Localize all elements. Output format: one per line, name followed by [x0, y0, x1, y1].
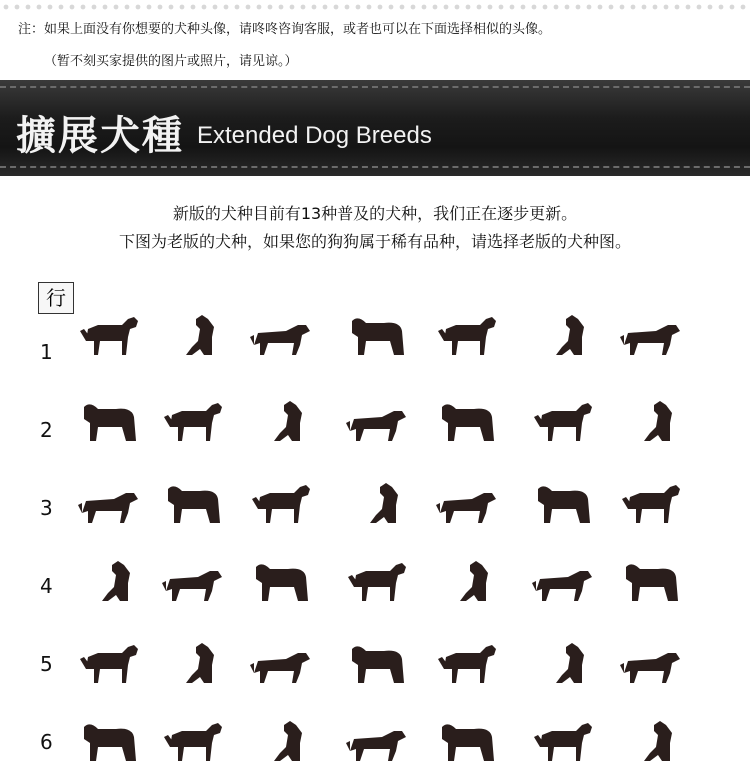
- row-number-2: 2: [40, 418, 53, 442]
- notice-line-1: 注：如果上面没有你想要的犬种头像，请咚咚咨询客服，或者也可以在下面选择相似的头像。: [18, 22, 552, 37]
- dog-silhouette-icon[interactable]: [532, 552, 596, 612]
- banner-title-cn: 擴展犬種: [16, 112, 184, 159]
- dog-silhouette-icon[interactable]: [436, 306, 500, 366]
- dog-silhouette-icon[interactable]: [250, 392, 314, 452]
- dog-silhouette-icon[interactable]: [250, 552, 314, 612]
- dog-silhouette-icon[interactable]: [78, 712, 142, 772]
- dog-silhouette-icon[interactable]: [436, 392, 500, 452]
- dog-silhouette-icon[interactable]: [162, 552, 226, 612]
- dog-silhouette-icon[interactable]: [532, 712, 596, 772]
- dog-silhouette-icon[interactable]: [162, 474, 226, 534]
- dog-silhouette-icon[interactable]: [78, 474, 142, 534]
- dog-silhouette-icon[interactable]: [532, 306, 596, 366]
- row-number-3: 3: [40, 496, 53, 520]
- dog-silhouette-icon[interactable]: [620, 306, 684, 366]
- dog-silhouette-icon[interactable]: [346, 392, 410, 452]
- dog-silhouette-icon[interactable]: [532, 392, 596, 452]
- intro-text: [0, 200, 750, 256]
- intro-line-2: 下图为老版的犬种，如果您的狗狗属于稀有品种，请选择老版的犬种图。: [118, 232, 631, 251]
- dog-silhouette-icon[interactable]: [78, 306, 142, 366]
- dotted-border: [0, 0, 750, 14]
- dog-silhouette-icon[interactable]: [346, 474, 410, 534]
- dog-silhouette-icon[interactable]: [78, 634, 142, 694]
- dog-silhouette-icon[interactable]: [532, 474, 596, 534]
- dog-silhouette-icon[interactable]: [436, 634, 500, 694]
- dog-silhouette-icon[interactable]: [620, 392, 684, 452]
- dog-silhouette-icon[interactable]: [162, 712, 226, 772]
- dog-silhouette-icon[interactable]: [346, 552, 410, 612]
- dog-silhouette-icon[interactable]: [346, 634, 410, 694]
- dog-silhouette-icon[interactable]: [162, 634, 226, 694]
- dog-silhouette-icon[interactable]: [162, 306, 226, 366]
- dog-silhouette-icon[interactable]: [78, 552, 142, 612]
- dog-silhouette-icon[interactable]: [346, 712, 410, 772]
- dog-silhouette-icon[interactable]: [532, 634, 596, 694]
- dog-silhouette-icon[interactable]: [436, 552, 500, 612]
- dog-silhouette-icon[interactable]: [620, 552, 684, 612]
- row-number-6: 6: [40, 730, 53, 754]
- dog-silhouette-icon[interactable]: [250, 634, 314, 694]
- row-number-4: 4: [40, 574, 53, 598]
- dog-silhouette-icon[interactable]: [436, 474, 500, 534]
- row-number-5: 5: [40, 652, 53, 676]
- dog-silhouette-icon[interactable]: [250, 306, 314, 366]
- row-number-1: 1: [40, 340, 53, 364]
- dog-silhouette-icon[interactable]: [250, 712, 314, 772]
- notice-line-2: （暂不刻买家提供的图片或照片，请见谅。）: [44, 54, 298, 69]
- dog-silhouette-icon[interactable]: [346, 306, 410, 366]
- dog-silhouette-icon[interactable]: [78, 392, 142, 452]
- dog-silhouette-icon[interactable]: [620, 634, 684, 694]
- dog-silhouette-icon[interactable]: [436, 712, 500, 772]
- dog-silhouette-icon[interactable]: [162, 392, 226, 452]
- section-banner: [0, 80, 750, 176]
- row-header-label: 行: [38, 282, 74, 314]
- dog-silhouette-icon[interactable]: [620, 474, 684, 534]
- dog-silhouette-icon[interactable]: [250, 474, 314, 534]
- banner-title-en: Extended Dog Breeds: [197, 122, 432, 149]
- dog-silhouette-icon[interactable]: [620, 712, 684, 772]
- intro-line-1: 新版的犬种目前有13种普及的犬种，我们正在逐步更新。: [172, 204, 578, 223]
